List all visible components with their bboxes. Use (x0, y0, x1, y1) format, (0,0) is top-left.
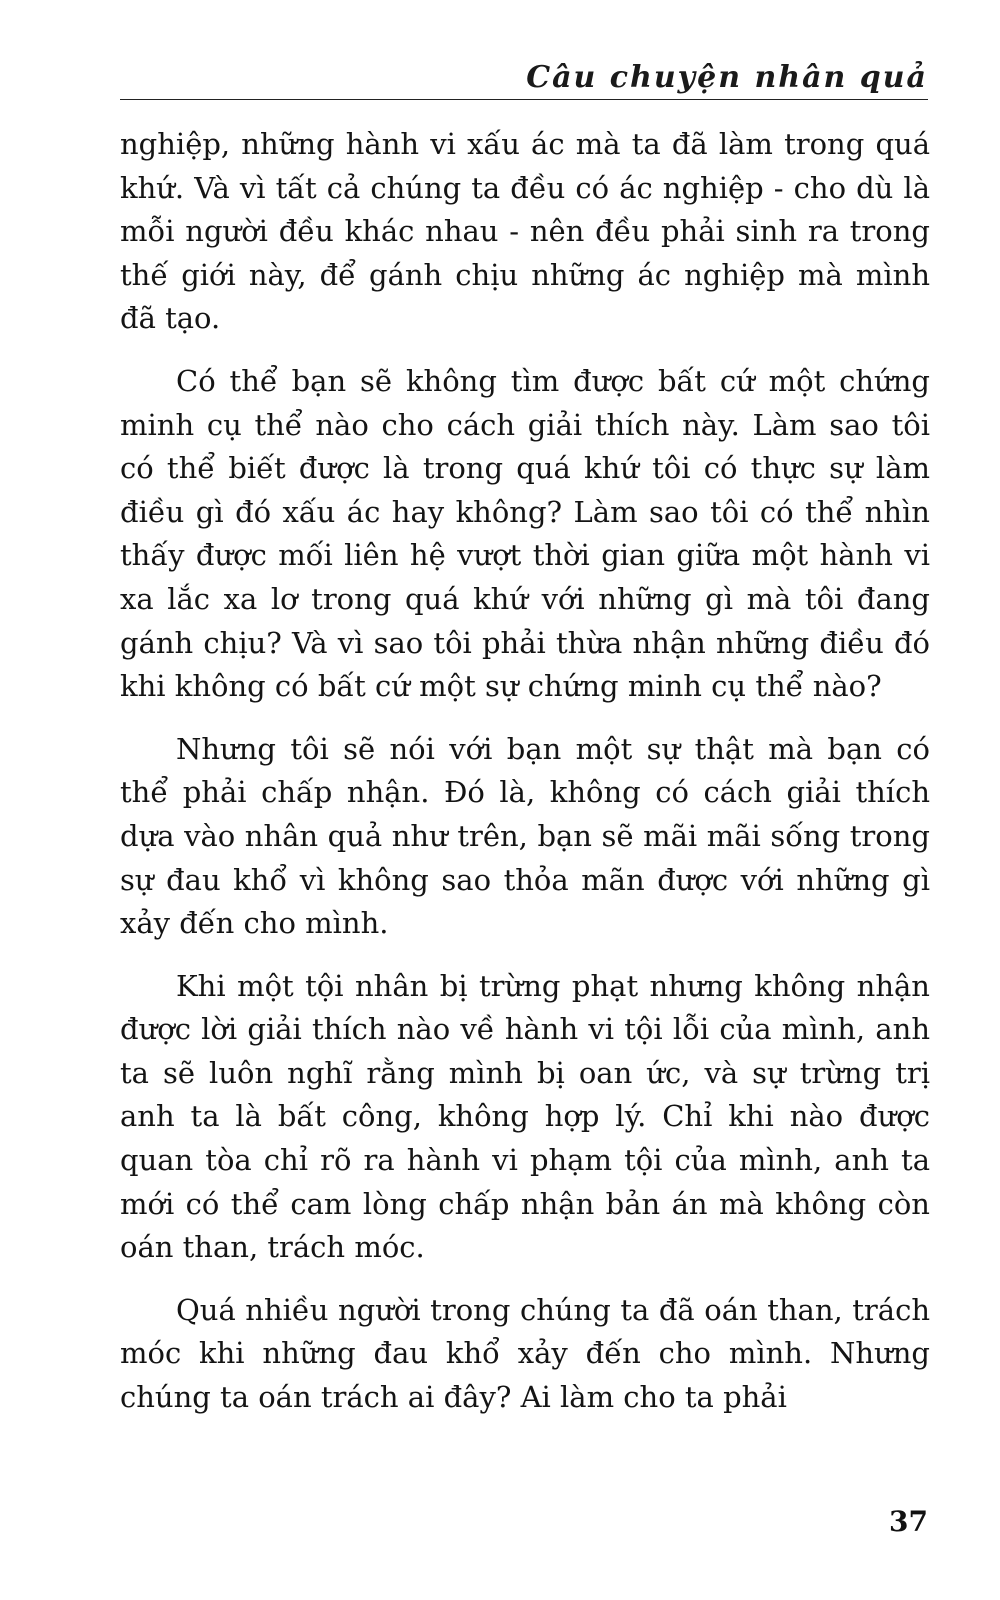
paragraph-continuation: nghiệp, những hành vi xấu ác mà ta đã làm trong quá khứ. Và vì tất cả chúng ta đều có ác nghiệp - cho dù là mỗi người đều khác nhau - nên đều phải sinh ra trong thế giới này, để gánh chịu những ác nghiệp mà mình đã tạo. (120, 127, 930, 336)
paragraph: Có thể bạn sẽ không tìm được bất cứ một chứng minh cụ thể nào cho cách giải thích này. Làm sao tôi có thể biết được là trong quá khứ tôi có thực sự làm điều gì đó xấu ác hay không? Làm sao tôi có thể nhìn thấy được mối liên hệ vượt thời gian giữa một hành vi xa lắc xa lơ trong quá khứ với những gì mà tôi đang gánh chịu? Và vì sao tôi phải thừa nhận những điều đó khi không có bất cứ một sự chứng minh cụ thể nào? (120, 363, 930, 704)
running-header (120, 52, 928, 100)
paragraph: Nhưng tôi sẽ nói với bạn một sự thật mà bạn có thể phải chấp nhận. Đó là, không có cách giải thích dựa vào nhân quả như trên, bạn sẽ mãi mãi sống trong sự đau khổ vì không sao thỏa mãn được với những gì xảy đến cho mình. (120, 731, 930, 941)
page-number: 37 (889, 1505, 928, 1538)
paragraph: Khi một tội nhân bị trừng phạt nhưng không nhận được lời giải thích nào về hành vi tội lỗi của mình, anh ta sẽ luôn nghĩ rằng mình bị oan ức, và sự trừng trị anh ta là bất công, không hợp lý. Chỉ khi nào được quan tòa chỉ rõ ra hành vi phạm tội của mình, anh ta mới có thể cam lòng chấp nhận bản án mà không còn oán than, trách móc. (120, 968, 930, 1265)
page-body (120, 123, 930, 1439)
running-title: Câu chuyện nhân quả (526, 60, 928, 95)
paragraph: Quá nhiều người trong chúng ta đã oán than, trách móc khi những đau khổ xảy đến cho mình. Nhưng chúng ta oán trách ai đây? Ai làm cho ta phải (120, 1292, 930, 1415)
